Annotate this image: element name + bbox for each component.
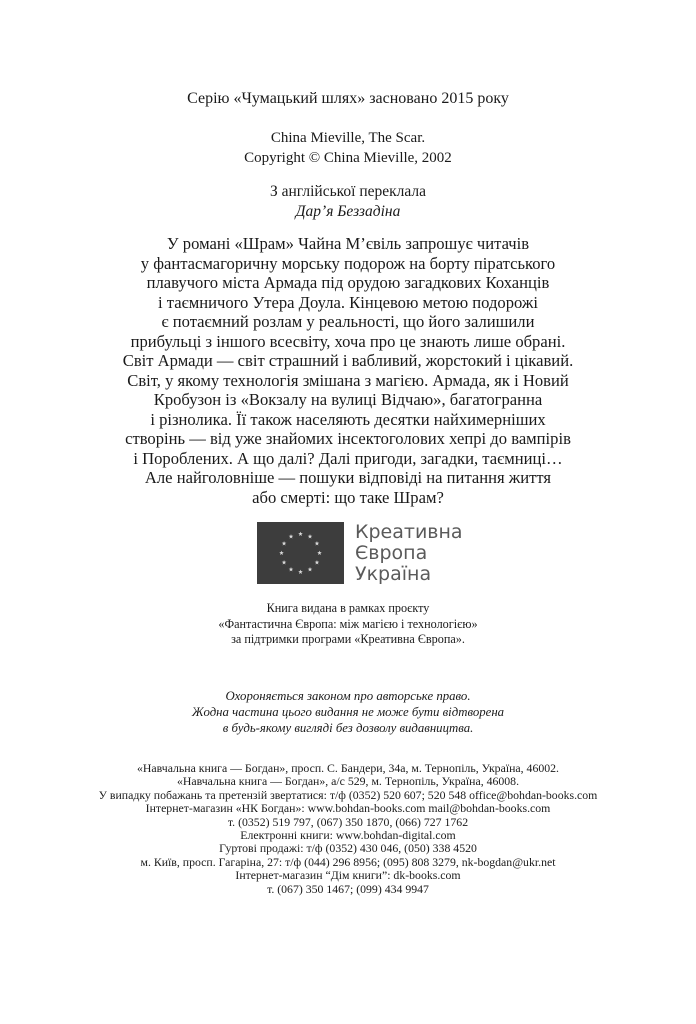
synopsis-line: створінь — від уже знайомих інсектоголових хепрі до вампірів bbox=[125, 429, 571, 448]
star-icon bbox=[315, 560, 320, 564]
synopsis-line: плавучого міста Армада під орудою загадкових Коханців bbox=[146, 273, 550, 292]
star-icon bbox=[317, 551, 322, 555]
synopsis-line: і таємничого Утера Доула. Кінцевою метою подорожі bbox=[158, 292, 538, 312]
contact-line: «Навчальна книга — Богдан», просп. С. Бандери, 34а, м. Тернопіль, Україна, 46002. bbox=[136, 761, 559, 775]
synopsis-line: Але найголовніше — пошуки відповіді на питання життя bbox=[144, 468, 552, 487]
contact-line: Гуртові продажі: т/ф (0352) 430 046, (050) 338 4520 bbox=[219, 841, 477, 856]
creative-europe-wordmark bbox=[355, 522, 463, 585]
synopsis-line: Кробузон із «Вокзалу на вулиці Відчаю», багатогранна bbox=[153, 390, 543, 409]
star-icon bbox=[315, 541, 320, 545]
star-icon bbox=[279, 551, 284, 555]
publisher-contacts bbox=[0, 762, 696, 896]
synopsis-line: У романі «Шрам» Чайна М’євіль запрошує читачів bbox=[166, 234, 530, 253]
contact-line: Електронні книги: www.bohdan-digital.com bbox=[240, 828, 456, 843]
contact-line: Інтернет-магазин «НК Богдан»: www.bohdan-books.com mail@bohdan-books.com bbox=[145, 801, 551, 816]
project-line: за підтримки програми «Креативна Європа». bbox=[231, 632, 465, 646]
creative-europe-logo bbox=[257, 522, 557, 586]
series-line: Серію «Чумацький шлях» засновано 2015 року bbox=[187, 90, 509, 107]
translation-label: З англійської переклала bbox=[269, 183, 427, 200]
contact-line: т. (067) 350 1467; (099) 434 9947 bbox=[267, 881, 429, 896]
eu-flag-icon bbox=[257, 522, 344, 584]
star-icon bbox=[298, 570, 303, 574]
project-note bbox=[0, 601, 696, 648]
translation-credit bbox=[0, 182, 696, 222]
translator-name: Дар’я Беззадіна bbox=[295, 203, 401, 220]
star-icon bbox=[282, 560, 287, 564]
logo-line-ukraine: Україна bbox=[355, 563, 432, 585]
legal-line: Охороняється законом про авторське право. bbox=[225, 689, 471, 703]
synopsis-line: є потаємний розлам у реальності, що його залишили bbox=[161, 312, 535, 331]
logo-line-europe: Європа bbox=[355, 542, 428, 564]
logo-line-creative: Креативна bbox=[355, 521, 463, 543]
star-icon bbox=[308, 567, 313, 571]
copyright-notice: Copyright © China Mieville, 2002 bbox=[244, 150, 452, 166]
copyright-protection-note bbox=[0, 688, 696, 736]
star-icon bbox=[308, 534, 313, 538]
legal-line: Жодна частина цього видання не може бути відтворена bbox=[191, 705, 505, 719]
legal-line: в будь-якому вигляді без дозволу видавництва. bbox=[222, 721, 474, 735]
synopsis-line: прибульці з іншого всесвіту, хоча про це знають лише обрані. bbox=[130, 331, 566, 351]
project-line: «Фантастична Європа: між магією і технологією» bbox=[218, 616, 478, 631]
synopsis-line: у фантасмагоричну морську подорож на борту піратського bbox=[140, 253, 556, 273]
copyright-block bbox=[0, 128, 696, 168]
synopsis-line: і Пороблених. А що далі? Далі пригоди, загадки, таємниці… bbox=[133, 448, 563, 468]
star-icon bbox=[298, 532, 303, 536]
contact-line: Інтернет-магазин “Дім книги”: dk-books.com bbox=[235, 868, 461, 883]
eu-stars-icon bbox=[257, 522, 344, 584]
synopsis-line: Світ Армади — світ страшний і вабливий, жорстокий і цікавий. bbox=[122, 351, 574, 370]
contact-line: т. (0352) 519 797, (067) 350 1870, (066) 727 1762 bbox=[227, 814, 469, 829]
project-line: Книга видана в рамках проєкту bbox=[266, 601, 430, 615]
synopsis-line: і різнолика. Її також населяють десятки найхимерніших bbox=[150, 409, 546, 429]
star-icon bbox=[282, 541, 287, 545]
star-icon bbox=[289, 567, 294, 571]
synopsis-line: або смерті: що таке Шрам? bbox=[252, 487, 444, 507]
synopsis bbox=[0, 234, 696, 507]
star-icon bbox=[289, 534, 294, 538]
contact-line: м. Київ, просп. Гагаріна, 27: т/ф (044) 296 8956; (095) 808 3279, nk-bogdan@ukr.net bbox=[140, 854, 556, 869]
contact-line: У випадку побажань та претензій звертатися: т/ф (0352) 520 607; 520 548 office@bohdan-books.com bbox=[98, 787, 598, 802]
original-title: China Mieville, The Scar. bbox=[270, 130, 426, 146]
contact-line: «Навчальна книга — Богдан», а/с 529, м. Тернопіль, Україна, 46008. bbox=[176, 774, 520, 789]
synopsis-line: Світ, у якому технологія змішана з магією. Армада, як і Новий bbox=[127, 370, 569, 390]
